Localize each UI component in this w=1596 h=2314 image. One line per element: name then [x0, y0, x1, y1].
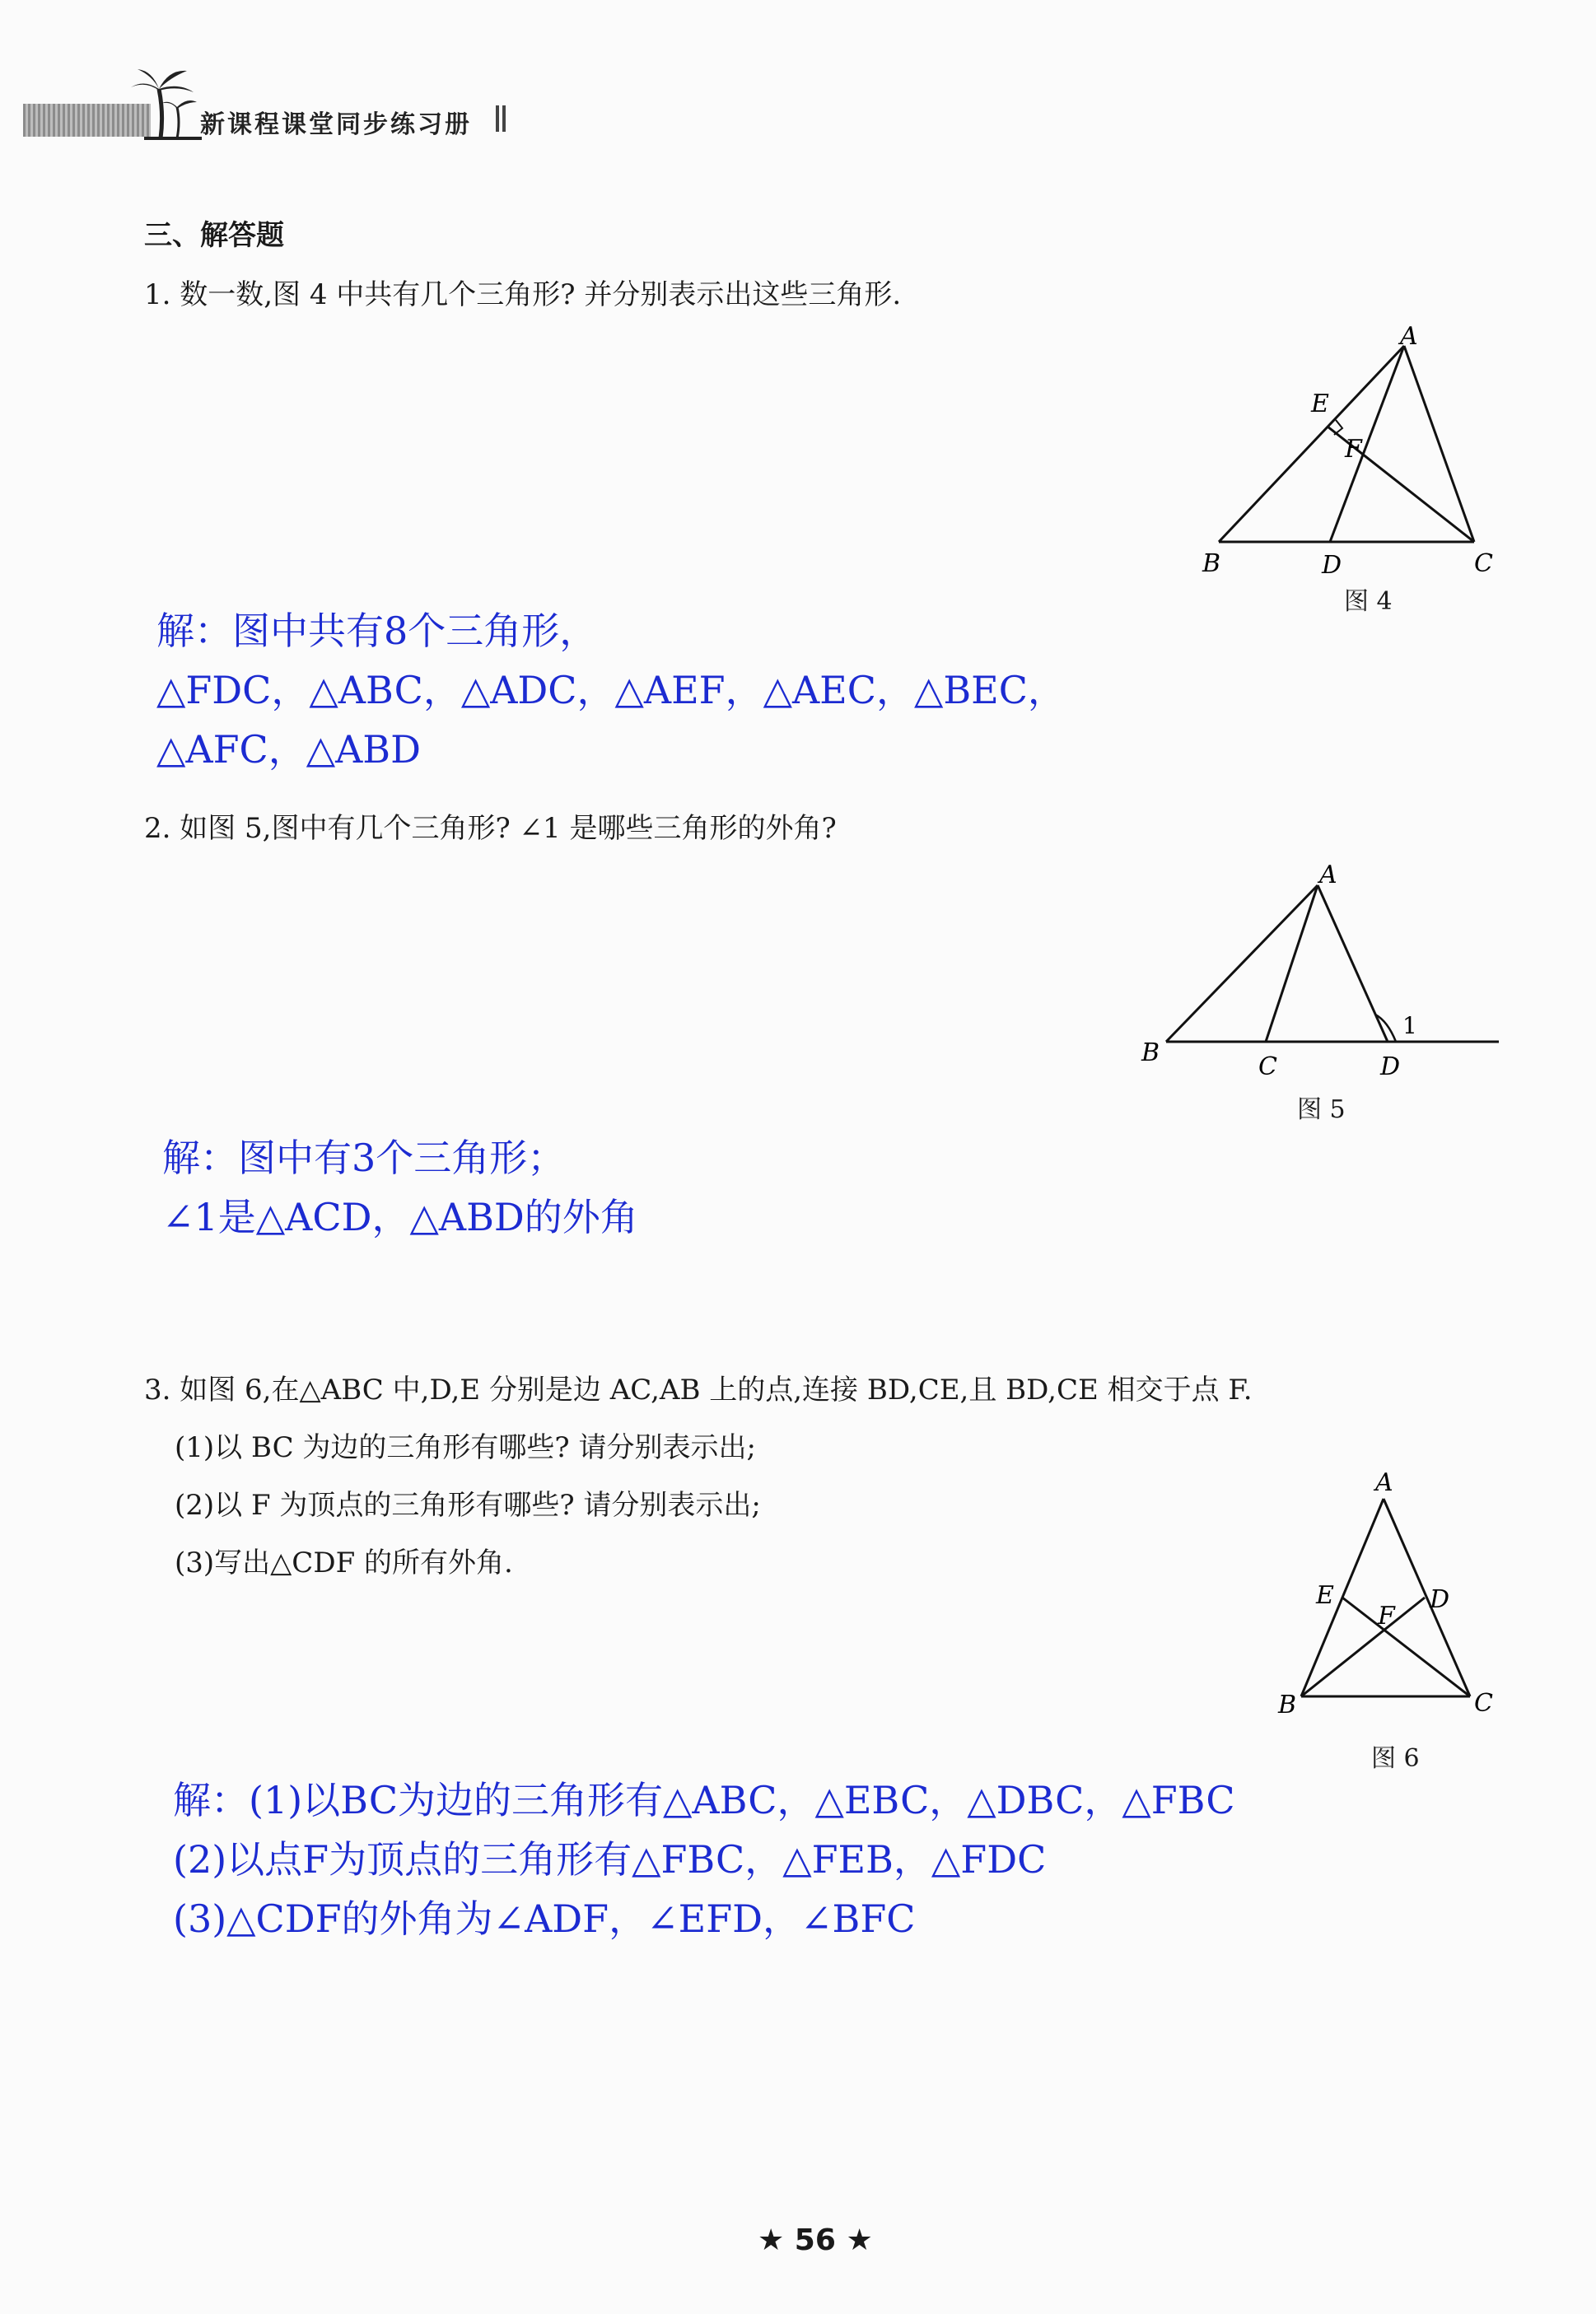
figure-5-caption: 图 5 [1297, 1095, 1346, 1124]
palm-tree-icon [128, 64, 206, 142]
fig6-label-B: B [1278, 1691, 1297, 1719]
question-3-part-2: (2)以 F 为顶点的三角形有哪些? 请分别表示出; [175, 1489, 761, 1522]
fig4-label-B: B [1202, 549, 1221, 578]
fig4-label-C: C [1474, 549, 1493, 578]
fig5-label-D: D [1380, 1052, 1401, 1081]
fig5-label-A: A [1319, 861, 1337, 889]
fig6-label-A: A [1375, 1468, 1393, 1497]
fig5-label-angle-1: 1 [1402, 1012, 1417, 1039]
question-3-text: 3. 如图 6,在△ABC 中,D,E 分别是边 AC,AB 上的点,连接 BD,CE,且 BD,CE 相交于点 F. [144, 1374, 1253, 1407]
fig4-label-D: D [1322, 551, 1342, 580]
figure-4-caption: 图 4 [1344, 587, 1393, 616]
answer-3-line-1: 解：(1)以BC为边的三角形有△ABC，△EBC，△DBC，△FBC [173, 1778, 1235, 1822]
fig5-label-B: B [1141, 1038, 1160, 1067]
answer-1-line-1: 解：图中共有8个三角形， [156, 609, 598, 653]
question-3-part-1: (1)以 BC 为边的三角形有哪些? 请分别表示出; [175, 1431, 756, 1464]
page-number: ★ 56 ★ [758, 2223, 873, 2257]
figure-4-diagram [1194, 321, 1507, 593]
fig6-label-F: F [1378, 1602, 1395, 1631]
figure-5-diagram [1136, 856, 1515, 1095]
fig6-label-D: D [1430, 1585, 1450, 1614]
figure-6-diagram [1268, 1466, 1507, 1721]
header-title-bars [496, 105, 509, 132]
answer-1-line-2: △FDC，△ABC，△ADC，△AEF，△AEC，△BEC， [156, 668, 1066, 712]
answer-2-line-2: ∠1是△ACD，△ABD的外角 [162, 1195, 638, 1239]
figure-6-caption: 图 6 [1371, 1744, 1420, 1773]
fig4-label-F: F [1345, 435, 1362, 464]
answer-3-line-2: (2)以点F为顶点的三角形有△FBC，△FEB，△FDC [173, 1837, 1047, 1882]
fig4-label-E: E [1311, 390, 1329, 418]
question-1-text: 1. 数一数,图 4 中共有几个三角形? 并分别表示出这些三角形. [144, 278, 902, 311]
header-title: 新课程课堂同步练习册 [200, 110, 472, 139]
section-title: 三、解答题 [144, 219, 284, 252]
answer-3-line-3: (3)△CDF的外角为∠ADF，∠EFD，∠BFC [173, 1896, 916, 1941]
answer-2-line-1: 解：图中有3个三角形； [162, 1136, 566, 1180]
fig6-label-E: E [1316, 1581, 1334, 1610]
question-2-text: 2. 如图 5,图中有几个三角形? ∠1 是哪些三角形的外角? [144, 812, 837, 845]
answer-1-line-3: △AFC，△ABD [156, 727, 421, 772]
question-3-part-3: (3)写出△CDF 的所有外角. [175, 1547, 513, 1579]
fig6-label-C: C [1474, 1689, 1493, 1718]
fig5-label-C: C [1258, 1052, 1277, 1081]
fig4-label-A: A [1400, 322, 1418, 351]
